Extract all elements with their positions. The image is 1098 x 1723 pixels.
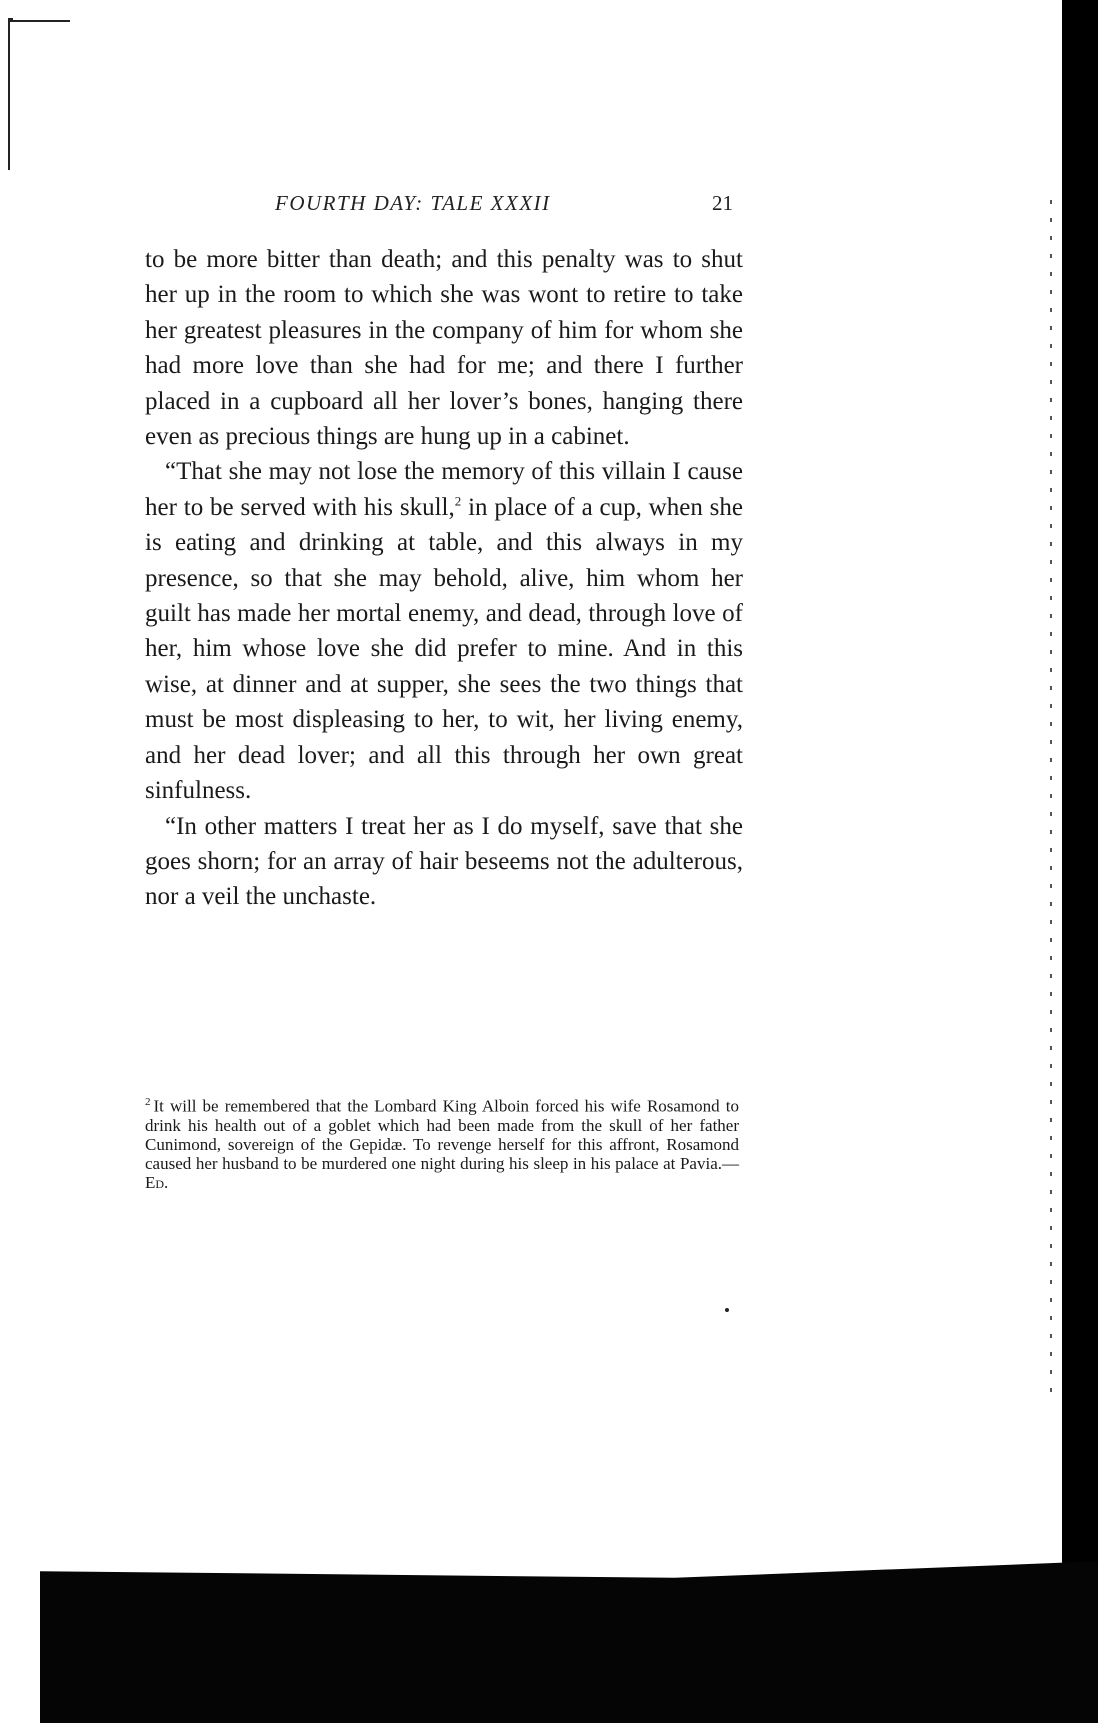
paragraph-text: “That she may not lose the memory of this villain I cause her to be served with his skull, bbox=[145, 458, 743, 521]
paragraph bbox=[145, 454, 743, 808]
scan-binding-shadow bbox=[1040, 0, 1098, 1723]
scan-speck bbox=[725, 1308, 729, 1312]
footnote bbox=[145, 1093, 739, 1193]
body-text bbox=[145, 242, 743, 915]
footnote-editor: Ed. bbox=[145, 1173, 169, 1193]
running-head-title: FOURTH DAY: TALE XXXII bbox=[275, 191, 551, 215]
footnote-reference: 2 bbox=[454, 493, 462, 509]
paragraph: to be more bitter than death; and this penalty was to shut her up in the room to which she was wont to retire to take her greatest pleasures in the company of him for whom she had more love than she had for me; and there I further placed in a cupboard all her lover’s bones, hanging there even as precious things are hung up in a cabinet. bbox=[145, 246, 743, 451]
footnote-text: It will be remembered that the Lombard King Alboin forced his wife Rosamond to drink his health out of a goblet which had been made from the skull of her father Cunimond, sovereign of the Gepidæ. To revenge herself for this affront, Rosamond caused her husband to be murdered one night during his sleep in his palace at Pavia.— bbox=[145, 1096, 739, 1174]
scan-page-edge bbox=[8, 18, 13, 170]
paragraph: “In other matters I treat her as I do myself, save that she goes shorn; for an array of hair beseems not the adulterous, nor a veil the unchaste. bbox=[145, 812, 743, 911]
page-number: 21 bbox=[712, 191, 733, 215]
paragraph-text: in place of a cup, when she is eating and drinking at table, and this always in my presence, so that she may behold, alive, him whom her guilt has made her mortal enemy, and dead, through love of her, him whose love she did prefer to mine. And in this wise, at dinner and at supper, she sees the two things that must be most displeasing to her, to wit, her living enemy, and her dead lover; and all this through her own great sinfulness. bbox=[145, 493, 743, 805]
running-head bbox=[0, 191, 1098, 221]
scan-bottom-shadow bbox=[40, 1558, 1098, 1723]
footnote-number: 2 bbox=[145, 1096, 151, 1108]
